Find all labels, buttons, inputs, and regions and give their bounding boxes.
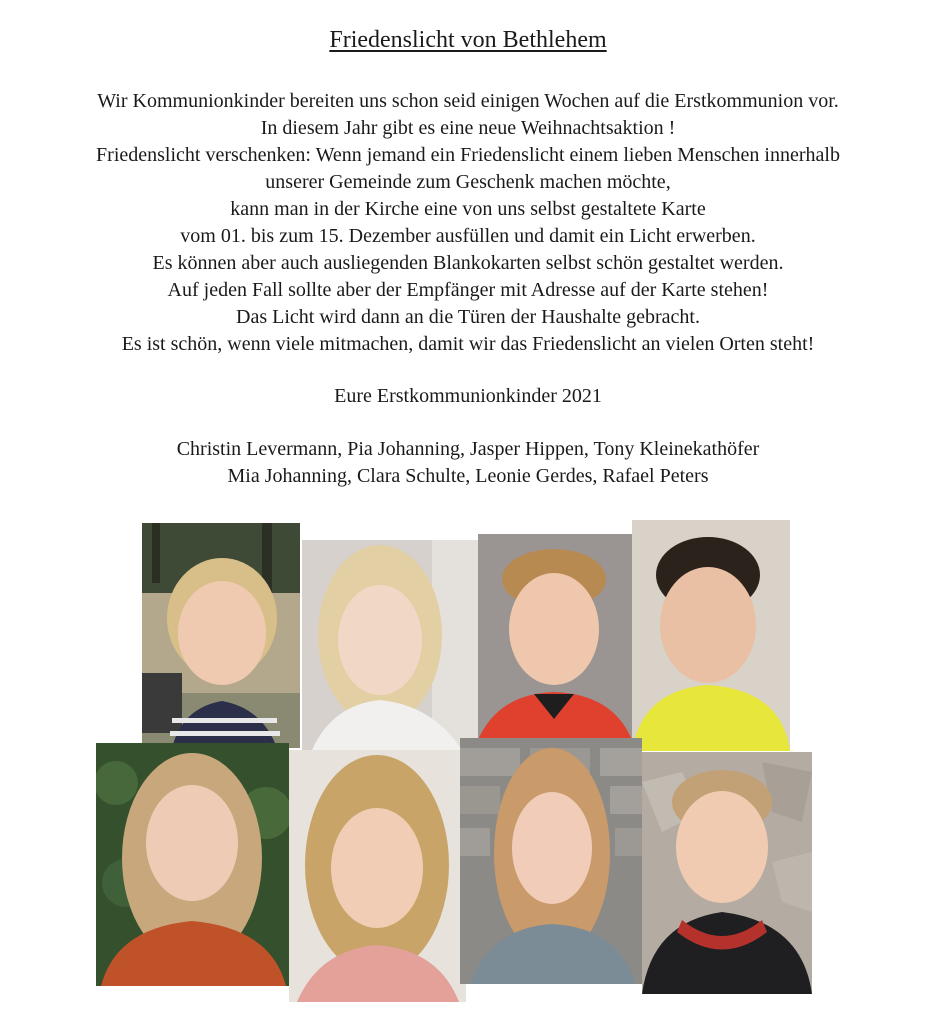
child-photo — [632, 520, 790, 751]
text-line: vom 01. bis zum 15. Dezember ausfüllen und damit ein Licht erwerben. — [180, 225, 756, 247]
child-photo — [642, 752, 812, 994]
names-line: Christin Levermann, Pia Johanning, Jasper Hippen, Tony Kleinekathöfer — [176, 438, 760, 460]
text-line: kann man in der Kirche eine von uns selbst gestaltete Karte — [230, 198, 706, 220]
announcement-text — [0, 88, 936, 358]
child-photo — [478, 534, 632, 740]
text-line: Es können aber auch ausliegenden Blankokarten selbst schön gestaltet werden. — [152, 252, 784, 274]
names-list — [0, 436, 936, 490]
child-photo — [460, 738, 642, 984]
text-line: unserer Gemeinde zum Geschenk machen möchte, — [265, 171, 671, 193]
child-photo — [302, 540, 478, 750]
text-line: In diesem Jahr gibt es eine neue Weihnachtsaktion ! — [260, 117, 676, 139]
signature: Eure Erstkommunionkinder 2021 — [334, 385, 602, 407]
child-photo — [96, 743, 289, 986]
child-photo — [142, 523, 300, 748]
names-line: Mia Johanning, Clara Schulte, Leonie Gerdes, Rafael Peters — [227, 465, 709, 487]
child-photo — [289, 750, 466, 1002]
text-line: Friedenslicht verschenken: Wenn jemand ein Friedenslicht einem lieben Menschen innerhalb — [96, 144, 840, 166]
text-line: Wir Kommunionkinder bereiten uns schon seid einigen Wochen auf die Erstkommunion vor. — [97, 90, 839, 112]
page-title: Friedenslicht von Bethlehem — [329, 27, 607, 53]
text-line: Es ist schön, wenn viele mitmachen, damit wir das Friedenslicht an vielen Orten steht! — [121, 333, 815, 355]
text-line: Das Licht wird dann an die Türen der Haushalte gebracht. — [236, 306, 700, 328]
text-line: Auf jeden Fall sollte aber der Empfänger mit Adresse auf der Karte stehen! — [167, 279, 769, 301]
